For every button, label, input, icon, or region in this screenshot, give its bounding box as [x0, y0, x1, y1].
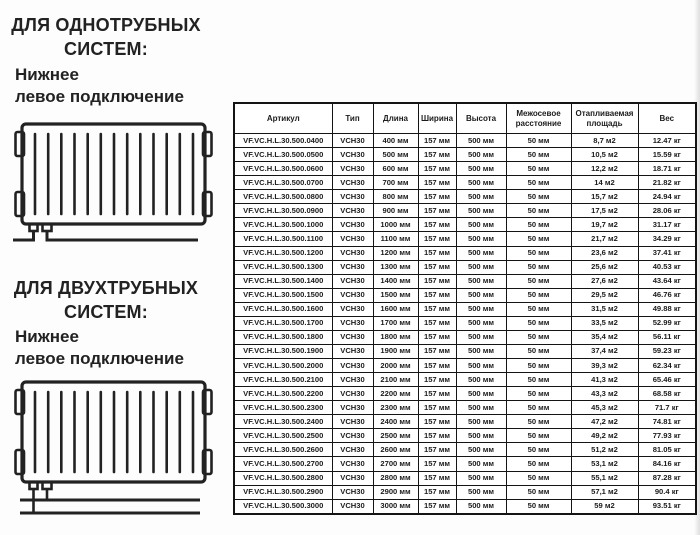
- table-cell: 65.46 кг: [638, 373, 696, 387]
- table-cell: 1800 мм: [373, 330, 418, 344]
- table-cell: 157 мм: [418, 443, 456, 457]
- table-cell: VCH30: [332, 288, 373, 302]
- table-cell: 500 мм: [456, 387, 506, 401]
- table-cell: VCH30: [332, 344, 373, 358]
- table-cell: VCH30: [332, 204, 373, 218]
- table-cell: 59.23 кг: [638, 344, 696, 358]
- table-cell: 500 мм: [456, 415, 506, 429]
- table-cell: 500 мм: [456, 190, 506, 204]
- title-line: СИСТЕМ:: [64, 39, 148, 59]
- table-cell: 157 мм: [418, 485, 456, 499]
- table-cell: 500 мм: [456, 373, 506, 387]
- table-row: [234, 134, 696, 148]
- table-cell: 157 мм: [418, 260, 456, 274]
- table-cell: 50 мм: [506, 359, 571, 373]
- table-cell: 49,2 м2: [571, 429, 638, 443]
- title-line: СИСТЕМ:: [64, 302, 148, 322]
- subtitle-line: левое подключение: [15, 349, 184, 368]
- table-row: [234, 443, 696, 457]
- connection-schemes-panel: [0, 0, 215, 535]
- table-cell: 500 мм: [456, 429, 506, 443]
- table-cell: 157 мм: [418, 288, 456, 302]
- table-cell: VCH30: [332, 134, 373, 148]
- subtitle-line: левое подключение: [15, 87, 184, 106]
- table-cell: 50 мм: [506, 316, 571, 330]
- table-cell: VF.VC.H.L.30.500.1000: [234, 218, 332, 232]
- column-header: Артикул: [234, 103, 332, 134]
- table-cell: 1100 мм: [373, 232, 418, 246]
- table-row: [234, 288, 696, 302]
- table-cell: 500 мм: [373, 148, 418, 162]
- table-cell: 500 мм: [456, 457, 506, 471]
- table-cell: 500 мм: [456, 359, 506, 373]
- subtitle-two-pipe-connection: [15, 326, 215, 370]
- table-cell: 500 мм: [456, 443, 506, 457]
- table-row: [234, 471, 696, 485]
- table-cell: 500 мм: [456, 485, 506, 499]
- table-cell: 50 мм: [506, 485, 571, 499]
- table-cell: 400 мм: [373, 134, 418, 148]
- table-cell: 43,3 м2: [571, 387, 638, 401]
- table-cell: VCH30: [332, 443, 373, 457]
- table-cell: 35,4 м2: [571, 330, 638, 344]
- table-cell: 50 мм: [506, 330, 571, 344]
- table-cell: 900 мм: [373, 204, 418, 218]
- table-cell: 40.53 кг: [638, 260, 696, 274]
- table-cell: 50 мм: [506, 288, 571, 302]
- table-cell: 17,5 м2: [571, 204, 638, 218]
- table-row: [234, 359, 696, 373]
- table-cell: 500 мм: [456, 246, 506, 260]
- table-cell: 157 мм: [418, 134, 456, 148]
- table-cell: 157 мм: [418, 246, 456, 260]
- table-row: [234, 302, 696, 316]
- table-cell: 50 мм: [506, 457, 571, 471]
- table-cell: 50 мм: [506, 190, 571, 204]
- table-cell: 14 м2: [571, 176, 638, 190]
- table-row: [234, 415, 696, 429]
- table-cell: 157 мм: [418, 344, 456, 358]
- table-cell: 157 мм: [418, 316, 456, 330]
- table-row: [234, 316, 696, 330]
- table-cell: 50 мм: [506, 176, 571, 190]
- table-row: [234, 246, 696, 260]
- table-cell: 84.16 кг: [638, 457, 696, 471]
- table-cell: 21.82 кг: [638, 176, 696, 190]
- table-cell: 157 мм: [418, 232, 456, 246]
- table-cell: 46.76 кг: [638, 288, 696, 302]
- table-cell: 157 мм: [418, 302, 456, 316]
- table-cell: 18.71 кг: [638, 162, 696, 176]
- table-cell: 800 мм: [373, 190, 418, 204]
- spec-table-body: [234, 134, 696, 515]
- table-cell: 53,1 м2: [571, 457, 638, 471]
- table-cell: 2100 мм: [373, 373, 418, 387]
- table-cell: 500 мм: [456, 288, 506, 302]
- table-cell: 2400 мм: [373, 415, 418, 429]
- table-cell: 1600 мм: [373, 302, 418, 316]
- table-cell: VF.VC.H.L.30.500.2500: [234, 429, 332, 443]
- table-cell: 50 мм: [506, 260, 571, 274]
- table-cell: 51,2 м2: [571, 443, 638, 457]
- table-cell: 1400 мм: [373, 274, 418, 288]
- table-cell: 87.28 кг: [638, 471, 696, 485]
- table-cell: VCH30: [332, 330, 373, 344]
- table-cell: VCH30: [332, 429, 373, 443]
- table-cell: 50 мм: [506, 204, 571, 218]
- table-cell: 2300 мм: [373, 401, 418, 415]
- table-cell: 500 мм: [456, 204, 506, 218]
- table-cell: 50 мм: [506, 246, 571, 260]
- table-cell: VF.VC.H.L.30.500.2100: [234, 373, 332, 387]
- table-cell: 50 мм: [506, 232, 571, 246]
- table-cell: VCH30: [332, 218, 373, 232]
- column-header: Межосевое расстояние: [506, 103, 571, 134]
- table-cell: 12,2 м2: [571, 162, 638, 176]
- table-cell: 600 мм: [373, 162, 418, 176]
- table-cell: 62.34 кг: [638, 359, 696, 373]
- table-cell: 1000 мм: [373, 218, 418, 232]
- table-row: [234, 373, 696, 387]
- table-cell: 500 мм: [456, 260, 506, 274]
- table-row: [234, 260, 696, 274]
- radiator-diagram-two-pipe: [8, 374, 213, 522]
- table-cell: 29,5 м2: [571, 288, 638, 302]
- table-cell: 50 мм: [506, 415, 571, 429]
- table-cell: 500 мм: [456, 134, 506, 148]
- table-cell: 15.59 кг: [638, 148, 696, 162]
- table-cell: VCH30: [332, 190, 373, 204]
- table-cell: VF.VC.H.L.30.500.2900: [234, 485, 332, 499]
- table-row: [234, 204, 696, 218]
- spec-table-head-row: [234, 103, 696, 134]
- table-cell: VCH30: [332, 246, 373, 260]
- radiator-diagram-single-pipe: [8, 116, 213, 254]
- table-cell: 50 мм: [506, 274, 571, 288]
- table-cell: 50 мм: [506, 373, 571, 387]
- table-cell: 23,6 м2: [571, 246, 638, 260]
- table-cell: VF.VC.H.L.30.500.0500: [234, 148, 332, 162]
- table-cell: 2900 мм: [373, 485, 418, 499]
- column-header: Длина: [373, 103, 418, 134]
- table-cell: 90.4 кг: [638, 485, 696, 499]
- table-cell: 500 мм: [456, 316, 506, 330]
- subtitle-single-pipe-connection: [15, 64, 215, 108]
- table-row: [234, 190, 696, 204]
- table-cell: 15,7 м2: [571, 190, 638, 204]
- table-cell: 500 мм: [456, 148, 506, 162]
- table-cell: VF.VC.H.L.30.500.2300: [234, 401, 332, 415]
- table-cell: 8,7 м2: [571, 134, 638, 148]
- table-cell: 25,6 м2: [571, 260, 638, 274]
- table-cell: 10,5 м2: [571, 148, 638, 162]
- table-cell: 1700 мм: [373, 316, 418, 330]
- radiator-spec-table: [233, 102, 697, 515]
- table-cell: VCH30: [332, 176, 373, 190]
- table-cell: VF.VC.H.L.30.500.0900: [234, 204, 332, 218]
- table-cell: VF.VC.H.L.30.500.0700: [234, 176, 332, 190]
- table-cell: 50 мм: [506, 429, 571, 443]
- table-cell: 157 мм: [418, 415, 456, 429]
- column-header: Тип: [332, 103, 373, 134]
- table-cell: 27,6 м2: [571, 274, 638, 288]
- table-cell: 31.17 кг: [638, 218, 696, 232]
- table-cell: VCH30: [332, 260, 373, 274]
- table-row: [234, 330, 696, 344]
- table-cell: 74.81 кг: [638, 415, 696, 429]
- table-cell: 157 мм: [418, 190, 456, 204]
- table-cell: 1500 мм: [373, 288, 418, 302]
- table-cell: VF.VC.H.L.30.500.3000: [234, 499, 332, 514]
- table-cell: 50 мм: [506, 401, 571, 415]
- table-cell: VF.VC.H.L.30.500.2400: [234, 415, 332, 429]
- table-cell: 50 мм: [506, 162, 571, 176]
- table-cell: 49.88 кг: [638, 302, 696, 316]
- table-cell: VCH30: [332, 373, 373, 387]
- subtitle-line: Нижнее: [15, 327, 79, 346]
- table-cell: VF.VC.H.L.30.500.1400: [234, 274, 332, 288]
- table-cell: 157 мм: [418, 429, 456, 443]
- table-cell: 1300 мм: [373, 260, 418, 274]
- table-cell: 500 мм: [456, 401, 506, 415]
- table-cell: 3000 мм: [373, 499, 418, 514]
- subtitle-line: Нижнее: [15, 65, 79, 84]
- column-header: Высота: [456, 103, 506, 134]
- table-cell: 500 мм: [456, 218, 506, 232]
- table-cell: 2600 мм: [373, 443, 418, 457]
- table-cell: 157 мм: [418, 499, 456, 514]
- column-header: Ширина: [418, 103, 456, 134]
- table-cell: 157 мм: [418, 274, 456, 288]
- table-row: [234, 344, 696, 358]
- table-cell: 43.64 кг: [638, 274, 696, 288]
- table-row: [234, 429, 696, 443]
- table-row: [234, 485, 696, 499]
- table-row: [234, 176, 696, 190]
- table-cell: VCH30: [332, 457, 373, 471]
- table-cell: 2200 мм: [373, 387, 418, 401]
- title-line: ДЛЯ ОДНОТРУБНЫХ: [11, 15, 201, 35]
- table-cell: 41,3 м2: [571, 373, 638, 387]
- table-cell: 71.7 кг: [638, 401, 696, 415]
- table-cell: 2000 мм: [373, 359, 418, 373]
- table-row: [234, 274, 696, 288]
- table-cell: VCH30: [332, 485, 373, 499]
- table-cell: VCH30: [332, 274, 373, 288]
- table-cell: 157 мм: [418, 457, 456, 471]
- table-cell: 500 мм: [456, 232, 506, 246]
- spec-table-container: [233, 102, 697, 515]
- table-cell: 157 мм: [418, 387, 456, 401]
- table-cell: 37,4 м2: [571, 344, 638, 358]
- table-cell: 700 мм: [373, 176, 418, 190]
- table-cell: 500 мм: [456, 162, 506, 176]
- table-cell: 157 мм: [418, 401, 456, 415]
- table-cell: 12.47 кг: [638, 134, 696, 148]
- table-row: [234, 162, 696, 176]
- table-cell: 50 мм: [506, 387, 571, 401]
- table-cell: 59 м2: [571, 499, 638, 514]
- table-cell: 500 мм: [456, 176, 506, 190]
- table-cell: VCH30: [332, 162, 373, 176]
- table-cell: VF.VC.H.L.30.500.1700: [234, 316, 332, 330]
- table-cell: 2700 мм: [373, 457, 418, 471]
- table-cell: 500 мм: [456, 344, 506, 358]
- table-cell: 500 мм: [456, 302, 506, 316]
- table-cell: VCH30: [332, 302, 373, 316]
- table-cell: 33,5 м2: [571, 316, 638, 330]
- table-cell: VF.VC.H.L.30.500.1500: [234, 288, 332, 302]
- table-row: [234, 457, 696, 471]
- table-cell: 50 мм: [506, 443, 571, 457]
- table-cell: 157 мм: [418, 471, 456, 485]
- table-cell: VCH30: [332, 359, 373, 373]
- table-cell: VCH30: [332, 401, 373, 415]
- table-cell: 57,1 м2: [571, 485, 638, 499]
- photo-edge-shadow: [694, 0, 700, 535]
- column-header: Отапливаемая площадь: [571, 103, 638, 134]
- table-cell: 47,2 м2: [571, 415, 638, 429]
- table-cell: VCH30: [332, 415, 373, 429]
- table-cell: VF.VC.H.L.30.500.1600: [234, 302, 332, 316]
- table-cell: 157 мм: [418, 359, 456, 373]
- table-cell: 34.29 кг: [638, 232, 696, 246]
- table-cell: 157 мм: [418, 162, 456, 176]
- table-cell: VF.VC.H.L.30.500.0400: [234, 134, 332, 148]
- table-row: [234, 218, 696, 232]
- table-cell: 93.51 кг: [638, 499, 696, 514]
- table-cell: 31,5 м2: [571, 302, 638, 316]
- table-cell: 157 мм: [418, 176, 456, 190]
- table-cell: VF.VC.H.L.30.500.1200: [234, 246, 332, 260]
- table-cell: VF.VC.H.L.30.500.0600: [234, 162, 332, 176]
- table-cell: 56.11 кг: [638, 330, 696, 344]
- table-cell: 77.93 кг: [638, 429, 696, 443]
- table-cell: 39,3 м2: [571, 359, 638, 373]
- table-cell: 50 мм: [506, 148, 571, 162]
- table-cell: 28.06 кг: [638, 204, 696, 218]
- table-cell: VF.VC.H.L.30.500.1100: [234, 232, 332, 246]
- table-cell: 21,7 м2: [571, 232, 638, 246]
- table-cell: 157 мм: [418, 148, 456, 162]
- table-cell: VF.VC.H.L.30.500.2700: [234, 457, 332, 471]
- table-cell: VF.VC.H.L.30.500.2000: [234, 359, 332, 373]
- table-row: [234, 387, 696, 401]
- table-cell: 68.58 кг: [638, 387, 696, 401]
- table-cell: 500 мм: [456, 471, 506, 485]
- table-row: [234, 148, 696, 162]
- table-cell: 2800 мм: [373, 471, 418, 485]
- table-cell: VCH30: [332, 232, 373, 246]
- table-cell: VF.VC.H.L.30.500.0800: [234, 190, 332, 204]
- table-cell: 50 мм: [506, 302, 571, 316]
- table-row: [234, 232, 696, 246]
- table-cell: 2500 мм: [373, 429, 418, 443]
- table-cell: 50 мм: [506, 344, 571, 358]
- table-cell: VF.VC.H.L.30.500.2800: [234, 471, 332, 485]
- table-cell: 1200 мм: [373, 246, 418, 260]
- section-title-two-pipe: [0, 276, 212, 324]
- table-cell: VCH30: [332, 471, 373, 485]
- table-cell: VCH30: [332, 316, 373, 330]
- table-cell: 157 мм: [418, 330, 456, 344]
- table-cell: 50 мм: [506, 499, 571, 514]
- table-cell: 1900 мм: [373, 344, 418, 358]
- table-cell: 500 мм: [456, 499, 506, 514]
- table-cell: VF.VC.H.L.30.500.2200: [234, 387, 332, 401]
- table-cell: VF.VC.H.L.30.500.2600: [234, 443, 332, 457]
- table-cell: 157 мм: [418, 218, 456, 232]
- table-cell: VCH30: [332, 148, 373, 162]
- table-cell: VCH30: [332, 499, 373, 514]
- table-cell: 37.41 кг: [638, 246, 696, 260]
- table-cell: VF.VC.H.L.30.500.1800: [234, 330, 332, 344]
- table-cell: 55,1 м2: [571, 471, 638, 485]
- column-header: Вес: [638, 103, 696, 134]
- table-row: [234, 499, 696, 514]
- table-cell: 50 мм: [506, 471, 571, 485]
- section-title-single-pipe: [0, 13, 212, 61]
- table-cell: 52.99 кг: [638, 316, 696, 330]
- table-cell: 81.05 кг: [638, 443, 696, 457]
- table-cell: 50 мм: [506, 134, 571, 148]
- table-cell: 157 мм: [418, 204, 456, 218]
- table-cell: VCH30: [332, 387, 373, 401]
- title-line: ДЛЯ ДВУХТРУБНЫХ: [13, 278, 199, 298]
- table-cell: 157 мм: [418, 373, 456, 387]
- table-row: [234, 401, 696, 415]
- table-cell: VF.VC.H.L.30.500.1300: [234, 260, 332, 274]
- table-cell: 500 мм: [456, 274, 506, 288]
- table-cell: 19,7 м2: [571, 218, 638, 232]
- table-cell: VF.VC.H.L.30.500.1900: [234, 344, 332, 358]
- table-cell: 50 мм: [506, 218, 571, 232]
- table-cell: 500 мм: [456, 330, 506, 344]
- table-cell: 24.94 кг: [638, 190, 696, 204]
- table-cell: 45,3 м2: [571, 401, 638, 415]
